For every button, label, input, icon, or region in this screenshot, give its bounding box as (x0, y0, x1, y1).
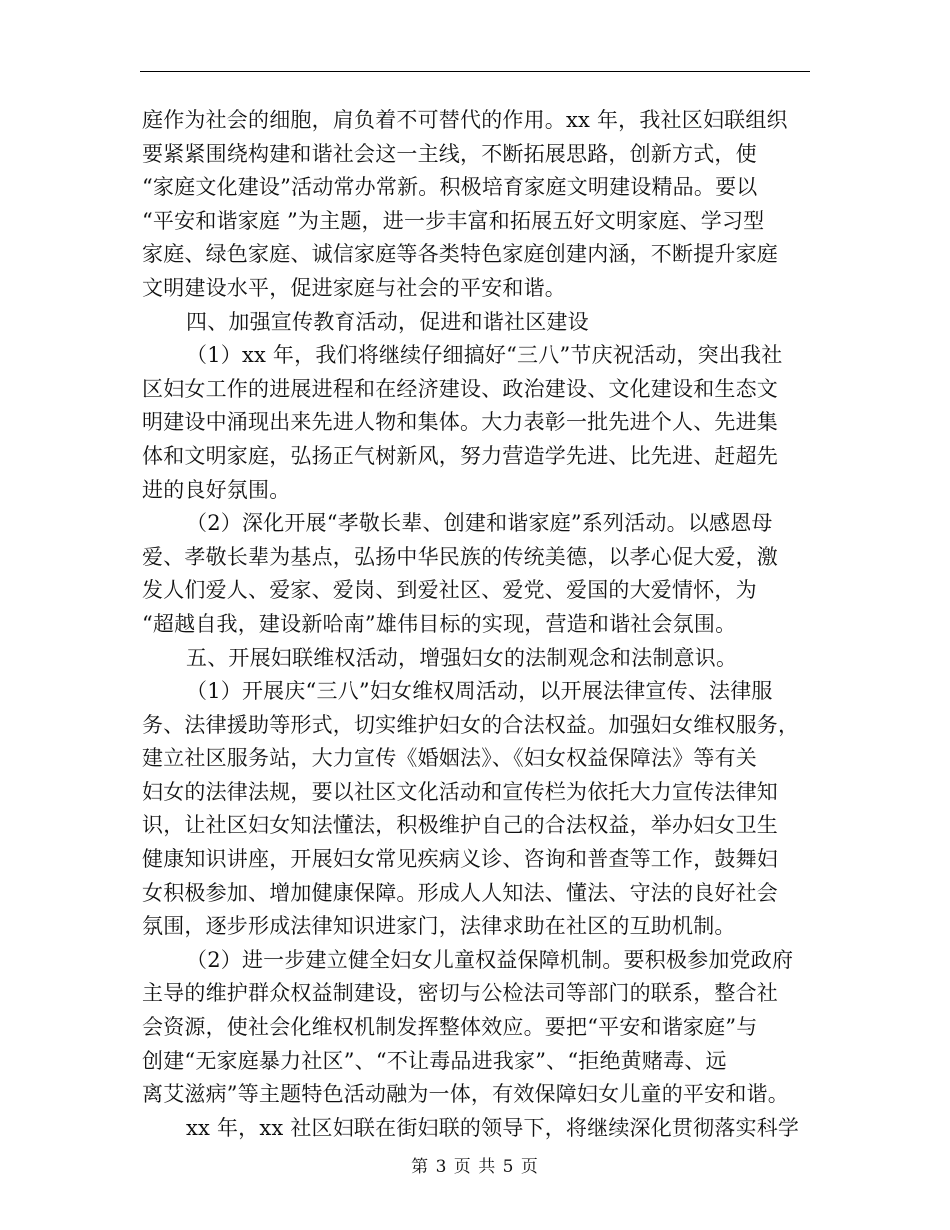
text-line: 健康知识讲座，开展妇女常见疾病义诊、咨询和普查等工作，鼓舞妇 (142, 847, 778, 872)
text-line: “超越自我，建设新哈南”雄伟目标的实现，营造和谐社会氛围。 (142, 611, 737, 636)
document-body (142, 104, 808, 1145)
page-number-footer: 第 3 页 共 5 页 (411, 1157, 539, 1177)
text-line: （2）进一步建立健全妇女儿童权益保障机制。要积极参加党政府 (186, 947, 794, 972)
text-line: 爱、孝敬长辈为基点，弘扬中华民族的传统美德，以孝心促大爱，激 (142, 544, 778, 569)
text-line: （2）深化开展“孝敬长辈、创建和谐家庭”系列活动。以感恩母 (186, 511, 773, 536)
text-line: 识，让社区妇女知法懂法，积极维护自己的合法权益，举办妇女卫生 (142, 813, 778, 838)
text-line: 五、开展妇联维权活动，增强妇女的法制观念和法制意识。 (186, 645, 738, 670)
text-line: 进的良好氛围。 (142, 477, 291, 502)
text-line: 要紧紧围绕构建和谐社会这一主线，不断拓展思路，创新方式，使 (142, 141, 757, 166)
text-line: 创建“无家庭暴力社区”、“不让毒品进我家”、“拒绝黄赌毒、远 (142, 1048, 727, 1073)
text-line: 会资源，使社会化维权机制发挥整体效应。要把“平安和谐家庭”与 (142, 1015, 758, 1040)
header-rule (140, 71, 810, 72)
text-line: 家庭、绿色家庭、诚信家庭等各类特色家庭创建内涵，不断提升家庭 (142, 242, 778, 267)
text-line: 务、法律援助等形式，切实维护妇女的合法权益。加强妇女维权服务， (142, 712, 800, 737)
text-line: 文明建设水平，促进家庭与社会的平安和谐。 (142, 275, 566, 300)
text-line: xx 年，xx 社区妇联在街妇联的领导下，将继续深化贯彻落实科学 (186, 1115, 800, 1140)
text-line: “平安和谐家庭 ”为主题，进一步丰富和拓展五好文明家庭、学习型 (142, 208, 765, 233)
text-line: 氛围，逐步形成法律知识进家门，法律求助在社区的互助机制。 (142, 914, 736, 939)
text-line: （1）xx 年，我们将继续仔细搞好“三八”节庆祝活动，突出我社 (186, 343, 783, 368)
text-line: 主导的维护群众权益制建设，密切与公检法司等部门的联系，整合社 (142, 981, 778, 1006)
text-line: 女积极参加、增加健康保障。形成人人知法、懂法、守法的良好社会 (142, 880, 778, 905)
text-line: 建立社区服务站，大力宣传《婚姻法》、《妇女权益保障法》等有关 (142, 746, 757, 771)
text-line: “家庭文化建设”活动常办常新。积极培育家庭文明建设精品。要以 (142, 175, 758, 200)
text-line: 四、加强宣传教育活动，促进和谐社区建设 (186, 309, 589, 334)
text-line: 体和文明家庭，弘扬正气树新风，努力营造学先进、比先进、赶超先 (142, 443, 778, 468)
text-line: （1）开展庆“三八”妇女维权周活动，以开展法律宣传、法律服 (186, 679, 773, 704)
text-line: 区妇女工作的进展进程和在经济建设、政治建设、文化建设和生态文 (142, 376, 778, 401)
text-line: 离艾滋病”等主题特色活动融为一体，有效保障妇女儿童的平安和谐。 (142, 1082, 789, 1107)
text-line: 庭作为社会的细胞，肩负着不可替代的作用。xx 年，我社区妇联组织 (142, 108, 788, 132)
text-line: 明建设中涌现出来先进人物和集体。大力表彰一批先进个人、先进集 (142, 410, 778, 435)
text-line: 发人们爱人、爱家、爱岗、到爱社区、爱党、爱国的大爱情怀，为 (142, 578, 757, 603)
text-line: 妇女的法律法规，要以社区文化活动和宣传栏为依托大力宣传法律知 (142, 779, 778, 804)
